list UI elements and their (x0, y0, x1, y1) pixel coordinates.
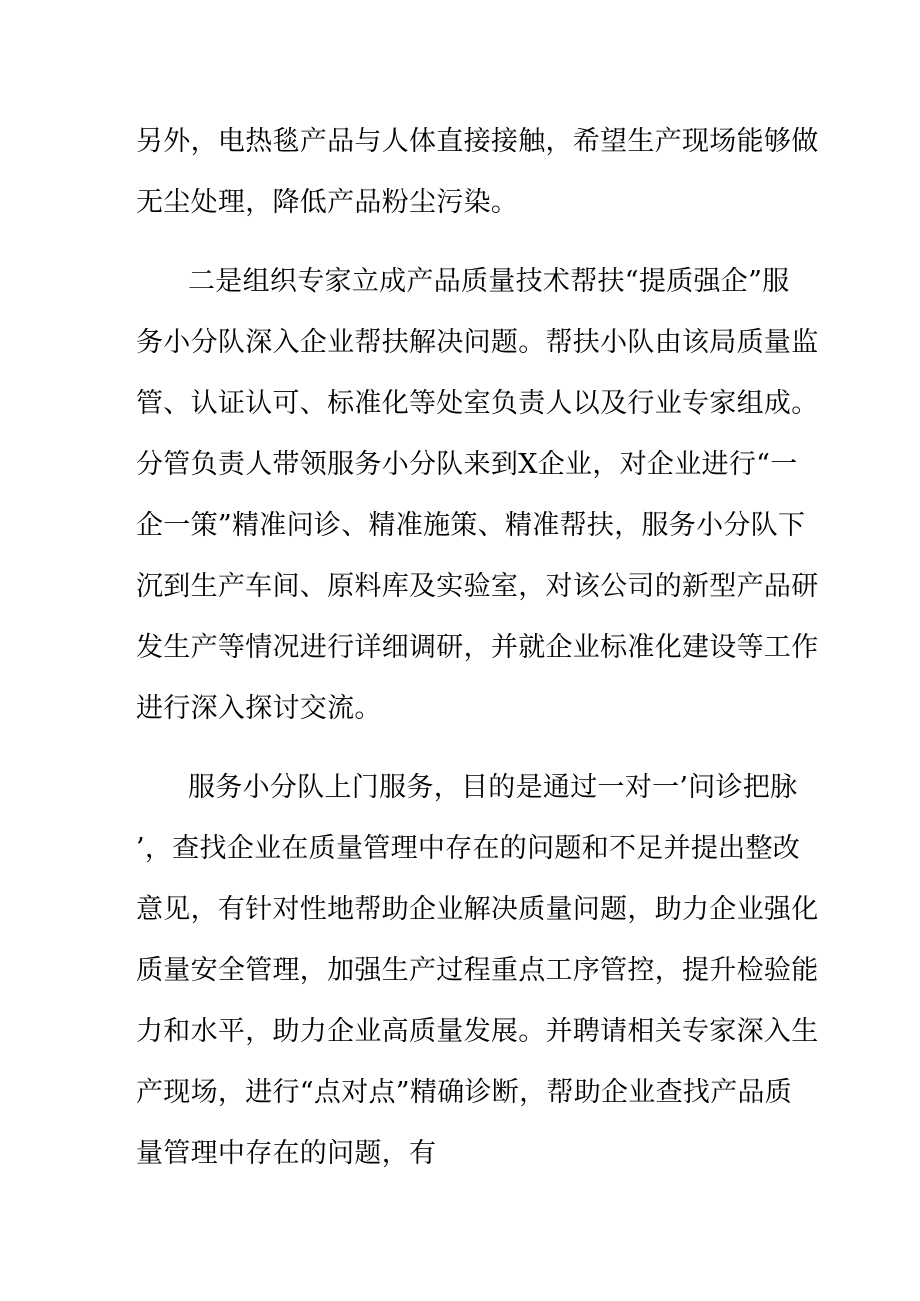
paragraph-2-line-3: 管、认证认可、标准化等处室负责人以及行业专家组成。 (136, 388, 819, 419)
paragraph-2-line-2: 务小分队深入企业帮扶解决问题。帮扶小队由该局质量监 (136, 327, 819, 358)
paragraph-3-line-3: 意见，有针对性地帮助企业解决质量问题，助力企业强化 (136, 894, 819, 925)
paragraph-3-line-1: 服务小分队上门服务，目的是通过一对一’问诊把脉 (188, 772, 798, 803)
paragraph-2-line-8: 进行深入探讨交流。 (136, 693, 382, 724)
paragraph-1-line-1: 另外，电热毯产品与人体直接接触，希望生产现场能够做 (136, 126, 819, 157)
paragraph-3-line-5: 力和水平，助力企业高质量发展。并聘请相关专家深入生 (136, 1016, 819, 1047)
paragraph-2-line-5: 企一策”精准问诊、精准施策、精准帮扶，服务小分队下 (136, 510, 806, 541)
paragraph-1-line-2: 无尘处理，降低产品粉尘污染。 (136, 187, 519, 218)
paragraph-3-line-7: 量管理中存在的问题，有 (136, 1138, 437, 1169)
paragraph-3-line-6: 产现场，进行“点对点”精确诊断，帮助企业查找产品质 (136, 1077, 793, 1108)
paragraph-2-line-1: 二是组织专家立成产品质量技术帮扶“提质强企”服 (188, 266, 790, 297)
paragraph-2-line-4: 分管负责人带领服务小分队来到X企业，对企业进行“一 (136, 449, 798, 480)
paragraph-3-line-2: ’，查找企业在质量管理中存在的问题和不足并提出整改 (136, 833, 801, 864)
paragraph-3-line-4: 质量安全管理，加强生产过程重点工序管控，提升检验能 (136, 955, 819, 986)
paragraph-2-line-6: 沉到生产车间、原料库及实验室，对该公司的新型产品研 (136, 571, 819, 602)
paragraph-2-line-7: 发生产等情况进行详细调研，并就企业标准化建设等工作 (136, 632, 819, 663)
